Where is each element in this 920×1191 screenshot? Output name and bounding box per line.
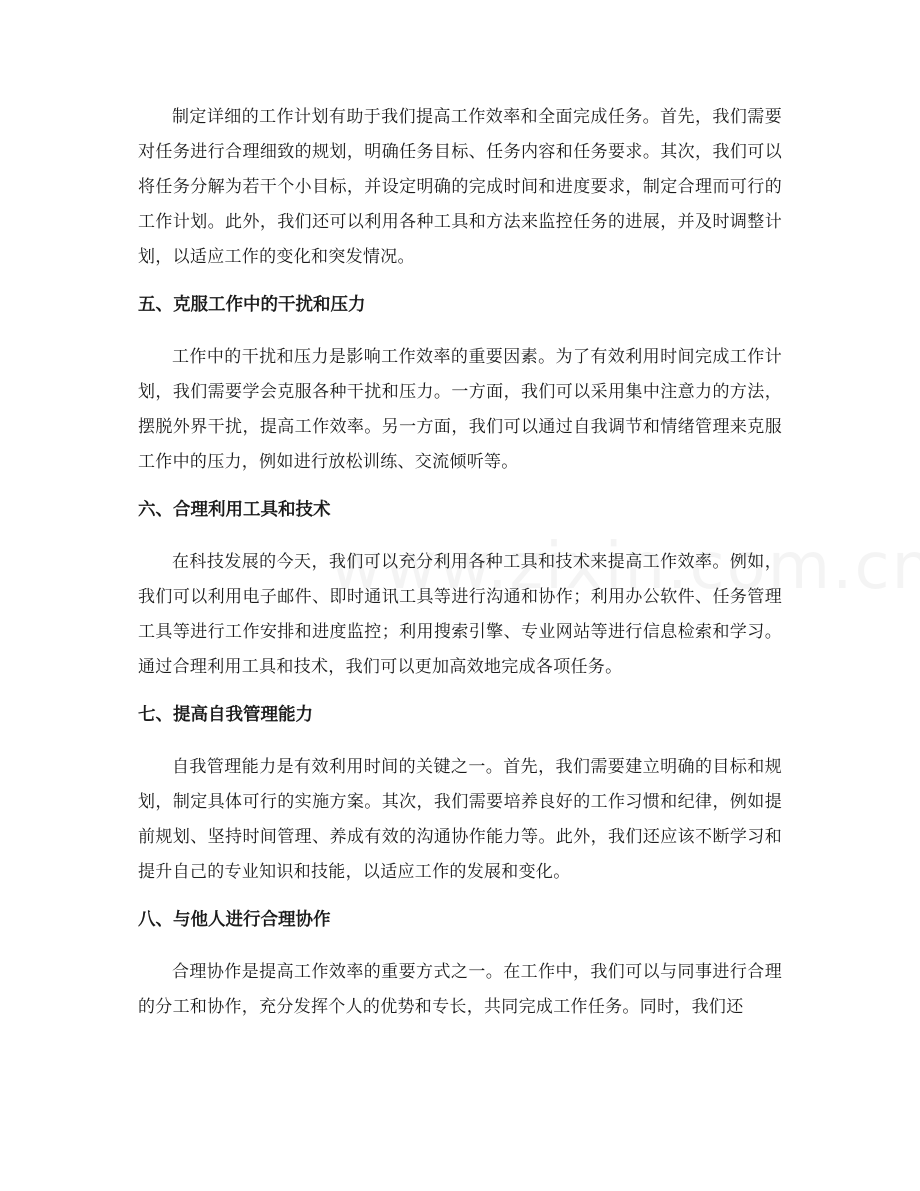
document-body (138, 100, 782, 1025)
section-heading-5: 五、克服工作中的干扰和压力 (138, 295, 366, 315)
intro-paragraph: 制定详细的工作计划有助于我们提高工作效率和全面完成任务。首先，我们需要对任务进行合理细致的规划，明确任务目标、任务内容和任务要求。其次，我们可以将任务分解为若干个小目标，并设定明确的完成时间和进度要求，制定合理而可行的工作计划。此外，我们还可以利用各种工具和方法来监控任务的进展，并及时调整计划，以适应工作的变化和突发情况。 (138, 107, 782, 267)
section-heading-8: 八、与他人进行合理协作 (138, 910, 331, 930)
section-paragraph-5: 工作中的干扰和压力是影响工作效率的重要因素。为了有效利用时间完成工作计划，我们需要学会克服各种干扰和压力。一方面，我们可以采用集中注意力的方法，摆脱外界干扰，提高工作效率。另一方面，我们可以通过自我调节和情绪管理来克服工作中的压力，例如进行放松训练、交流倾听等。 (138, 347, 782, 472)
section-heading-7: 七、提高自我管理能力 (138, 705, 313, 725)
section-heading-6: 六、合理利用工具和技术 (138, 500, 331, 520)
section-paragraph-8: 合理协作是提高工作效率的重要方式之一。在工作中，我们可以与同事进行合理的分工和协作，充分发挥个人的优势和专长，共同完成工作任务。同时，我们还 (138, 962, 782, 1017)
section-paragraph-7: 自我管理能力是有效利用时间的关键之一。首先，我们需要建立明确的目标和规划，制定具体可行的实施方案。其次，我们需要培养良好的工作习惯和纪律，例如提前规划、坚持时间管理、养成有效的沟通协作能力等。此外，我们还应该不断学习和提升自己的专业知识和技能，以适应工作的发展和变化。 (138, 757, 782, 882)
section-paragraph-6: 在科技发展的今天，我们可以充分利用各种工具和技术来提高工作效率。例如，我们可以利用电子邮件、即时通讯工具等进行沟通和协作；利用办公软件、任务管理工具等进行工作安排和进度监控；利用搜索引擎、专业网站等进行信息检索和学习。通过合理利用工具和技术，我们可以更加高效地完成各项任务。 (138, 552, 782, 677)
